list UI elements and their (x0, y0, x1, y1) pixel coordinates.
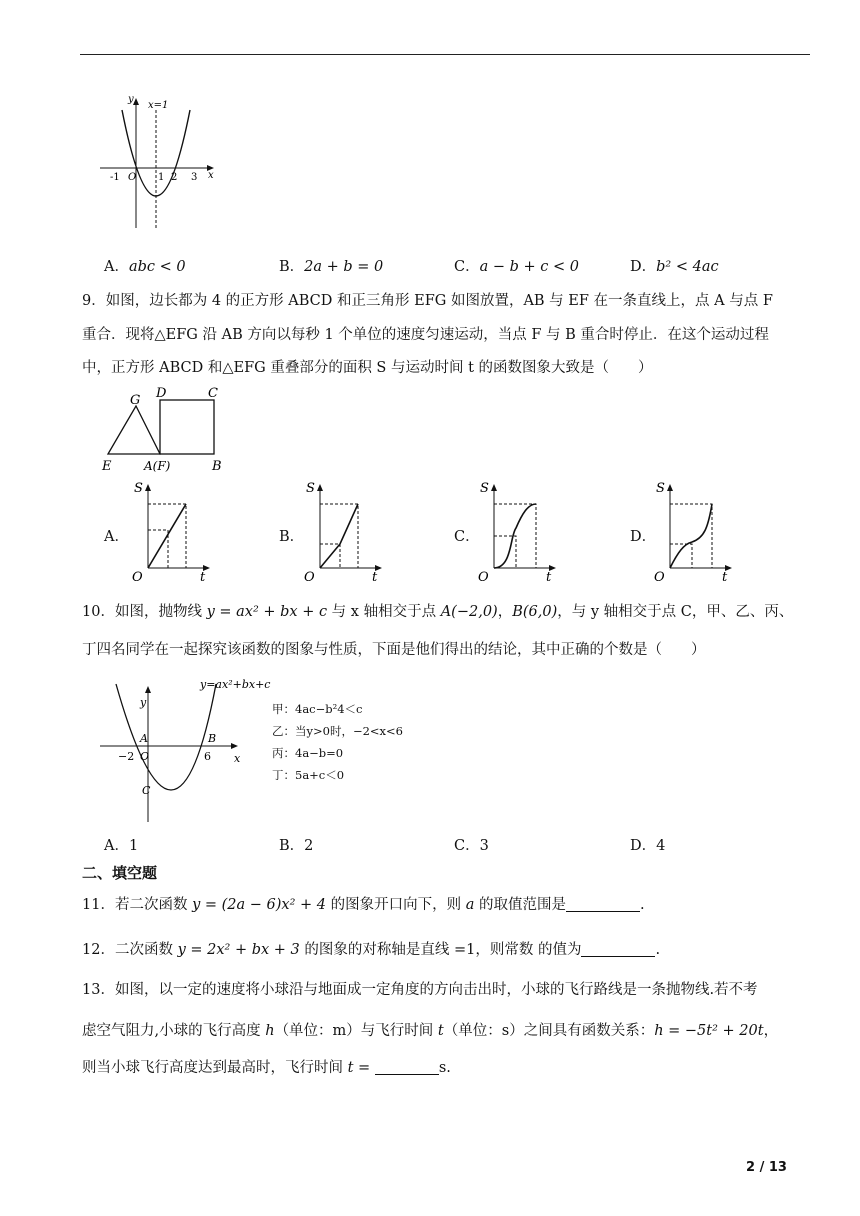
q10-option-d: D．4 (630, 838, 666, 854)
q9-graph-d (650, 478, 734, 584)
q9-graph-c (474, 478, 558, 584)
q9-graph-a (128, 478, 212, 584)
q9-label-c: C (208, 386, 218, 401)
q9b-s-label: S (306, 481, 315, 496)
q10-x-label: x (234, 752, 241, 765)
q10-point-a: A (140, 732, 148, 745)
q9-label-d: D (156, 386, 167, 401)
q10-conclusion-ding: 丁：5a+c＜0 (272, 768, 345, 782)
q8-tick-origin: O (128, 172, 137, 183)
q8-option-b: B．2a + b = 0 (279, 259, 384, 275)
q9a-t-label: t (200, 570, 206, 585)
q9-label-e: E (102, 459, 112, 474)
q9b-o-label: O (304, 570, 315, 585)
page-number: 2 / 13 (746, 1160, 787, 1175)
q9-option-d: D． (630, 529, 657, 545)
section-title-fill-in: 二、填空题 (82, 864, 158, 882)
q10-line-2: 丁四名同学在一起探究该函数的图象与性质，下面是他们得出的结论，其中正确的个数是（ ） (82, 642, 706, 658)
q8-option-a: A．abc < 0 (104, 259, 186, 275)
q10-option-b: B．2 (279, 838, 314, 854)
q13-answer-blank[interactable] (375, 1058, 439, 1075)
q9-label-b: B (212, 459, 222, 474)
q9-option-a: A． (104, 529, 129, 545)
q10-option-a: A．1 (104, 838, 139, 854)
q9-label-g: G (130, 393, 141, 408)
q9b-t-label: t (372, 570, 378, 585)
q8-parabola-graph (96, 92, 218, 232)
q9c-o-label: O (478, 570, 489, 585)
q10-point-c: C (142, 784, 151, 797)
q11-answer-blank[interactable] (566, 895, 640, 912)
q9-label-af: A(F) (144, 459, 171, 473)
q13-line-2: 虑空气阻力,小球的飞行高度 h（单位：m）与飞行时间 t（单位：s）之间具有函数关系：h = −5t² + 20t， (82, 1023, 779, 1039)
q10-point-b: B (208, 732, 217, 745)
q9d-o-label: O (654, 570, 665, 585)
q12-line: 12．二次函数 y = 2x² + bx + 3 的图象的对称轴是直线 =1，则常数 的值为 . (82, 942, 661, 958)
q8-tick-neg1: -1 (110, 172, 120, 183)
q9a-s-label: S (134, 481, 143, 496)
q9a-o-label: O (132, 570, 143, 585)
q8-x-label: x (208, 170, 214, 181)
q12-answer-blank[interactable] (581, 940, 655, 957)
q10-parabola-figure (96, 676, 271, 824)
q9-line-3: 中，正方形 ABCD 和△EFG 重叠部分的面积 S 与运动时间 t 的函数图象大致是（ ） (82, 360, 653, 376)
q10-y-label: y (140, 696, 147, 709)
q9-line-2: 重合．现将△EFG 沿 AB 方向以每秒 1 个单位的速度匀速运动，当点 F 与 B 重合时停止．在这个运动过程 (82, 327, 769, 343)
q10-conclusion-yi: 乙：当y>0时，−2<x<6 (272, 724, 403, 738)
q10-conclusion-bing: 丙：4a−b=0 (272, 746, 344, 760)
q8-option-c: C．a − b + c < 0 (454, 259, 579, 275)
q9-line-1: 9．如图，边长都为 4 的正方形 ABCD 和正三角形 EFG 如图放置，AB 与 EF 在一条直线上，点 A 与点 F (82, 293, 773, 309)
q9c-s-label: S (480, 481, 489, 496)
q8-tick-1: 1 (158, 172, 165, 183)
header-rule (80, 54, 810, 55)
q10-conclusion-jia: 甲：4ac−b²4＜c (272, 702, 363, 716)
q10-tick-neg2: −2 (118, 750, 135, 763)
q10-option-c: C．3 (454, 838, 489, 854)
q9d-s-label: S (656, 481, 665, 496)
q9-option-c: C． (454, 529, 480, 545)
q9d-t-label: t (722, 570, 728, 585)
q8-y-label: y (128, 94, 134, 105)
q10-line-1: 10．如图，抛物线 y = ax² + bx + c 与 x 轴相交于点 A(−2,0)，B(6,0)，与 y 轴相交于点 C，甲、乙、丙、 (82, 604, 794, 620)
q8-tick-3: 3 (191, 172, 198, 183)
q10-origin: O (140, 750, 150, 763)
q8-axis-line-label: x=1 (148, 100, 169, 111)
q9c-t-label: t (546, 570, 552, 585)
q10-tick-6: 6 (204, 750, 211, 763)
q8-tick-2: 2 (171, 172, 178, 183)
q10-conclusions (272, 698, 403, 786)
q13-line-1: 13．如图，以一定的速度将小球沿与地面成一定角度的方向击出时，小球的飞行路线是一条抛物线.若不考 (82, 982, 758, 998)
q9-graph-b (300, 478, 384, 584)
q9-triangle-square-figure (98, 382, 228, 474)
q11-line: 11．若二次函数 y = (2a − 6)x² + 4 的图象开口向下，则 a 的取值范围是 . (82, 897, 645, 913)
q9-option-b: B． (279, 529, 305, 545)
q13-line-3: 则当小球飞行高度达到最高时，飞行时间 t = s. (82, 1060, 451, 1076)
q10-curve-label: y=ax²+bx+c (200, 678, 271, 691)
q8-option-d: D．b² < 4ac (630, 259, 719, 275)
